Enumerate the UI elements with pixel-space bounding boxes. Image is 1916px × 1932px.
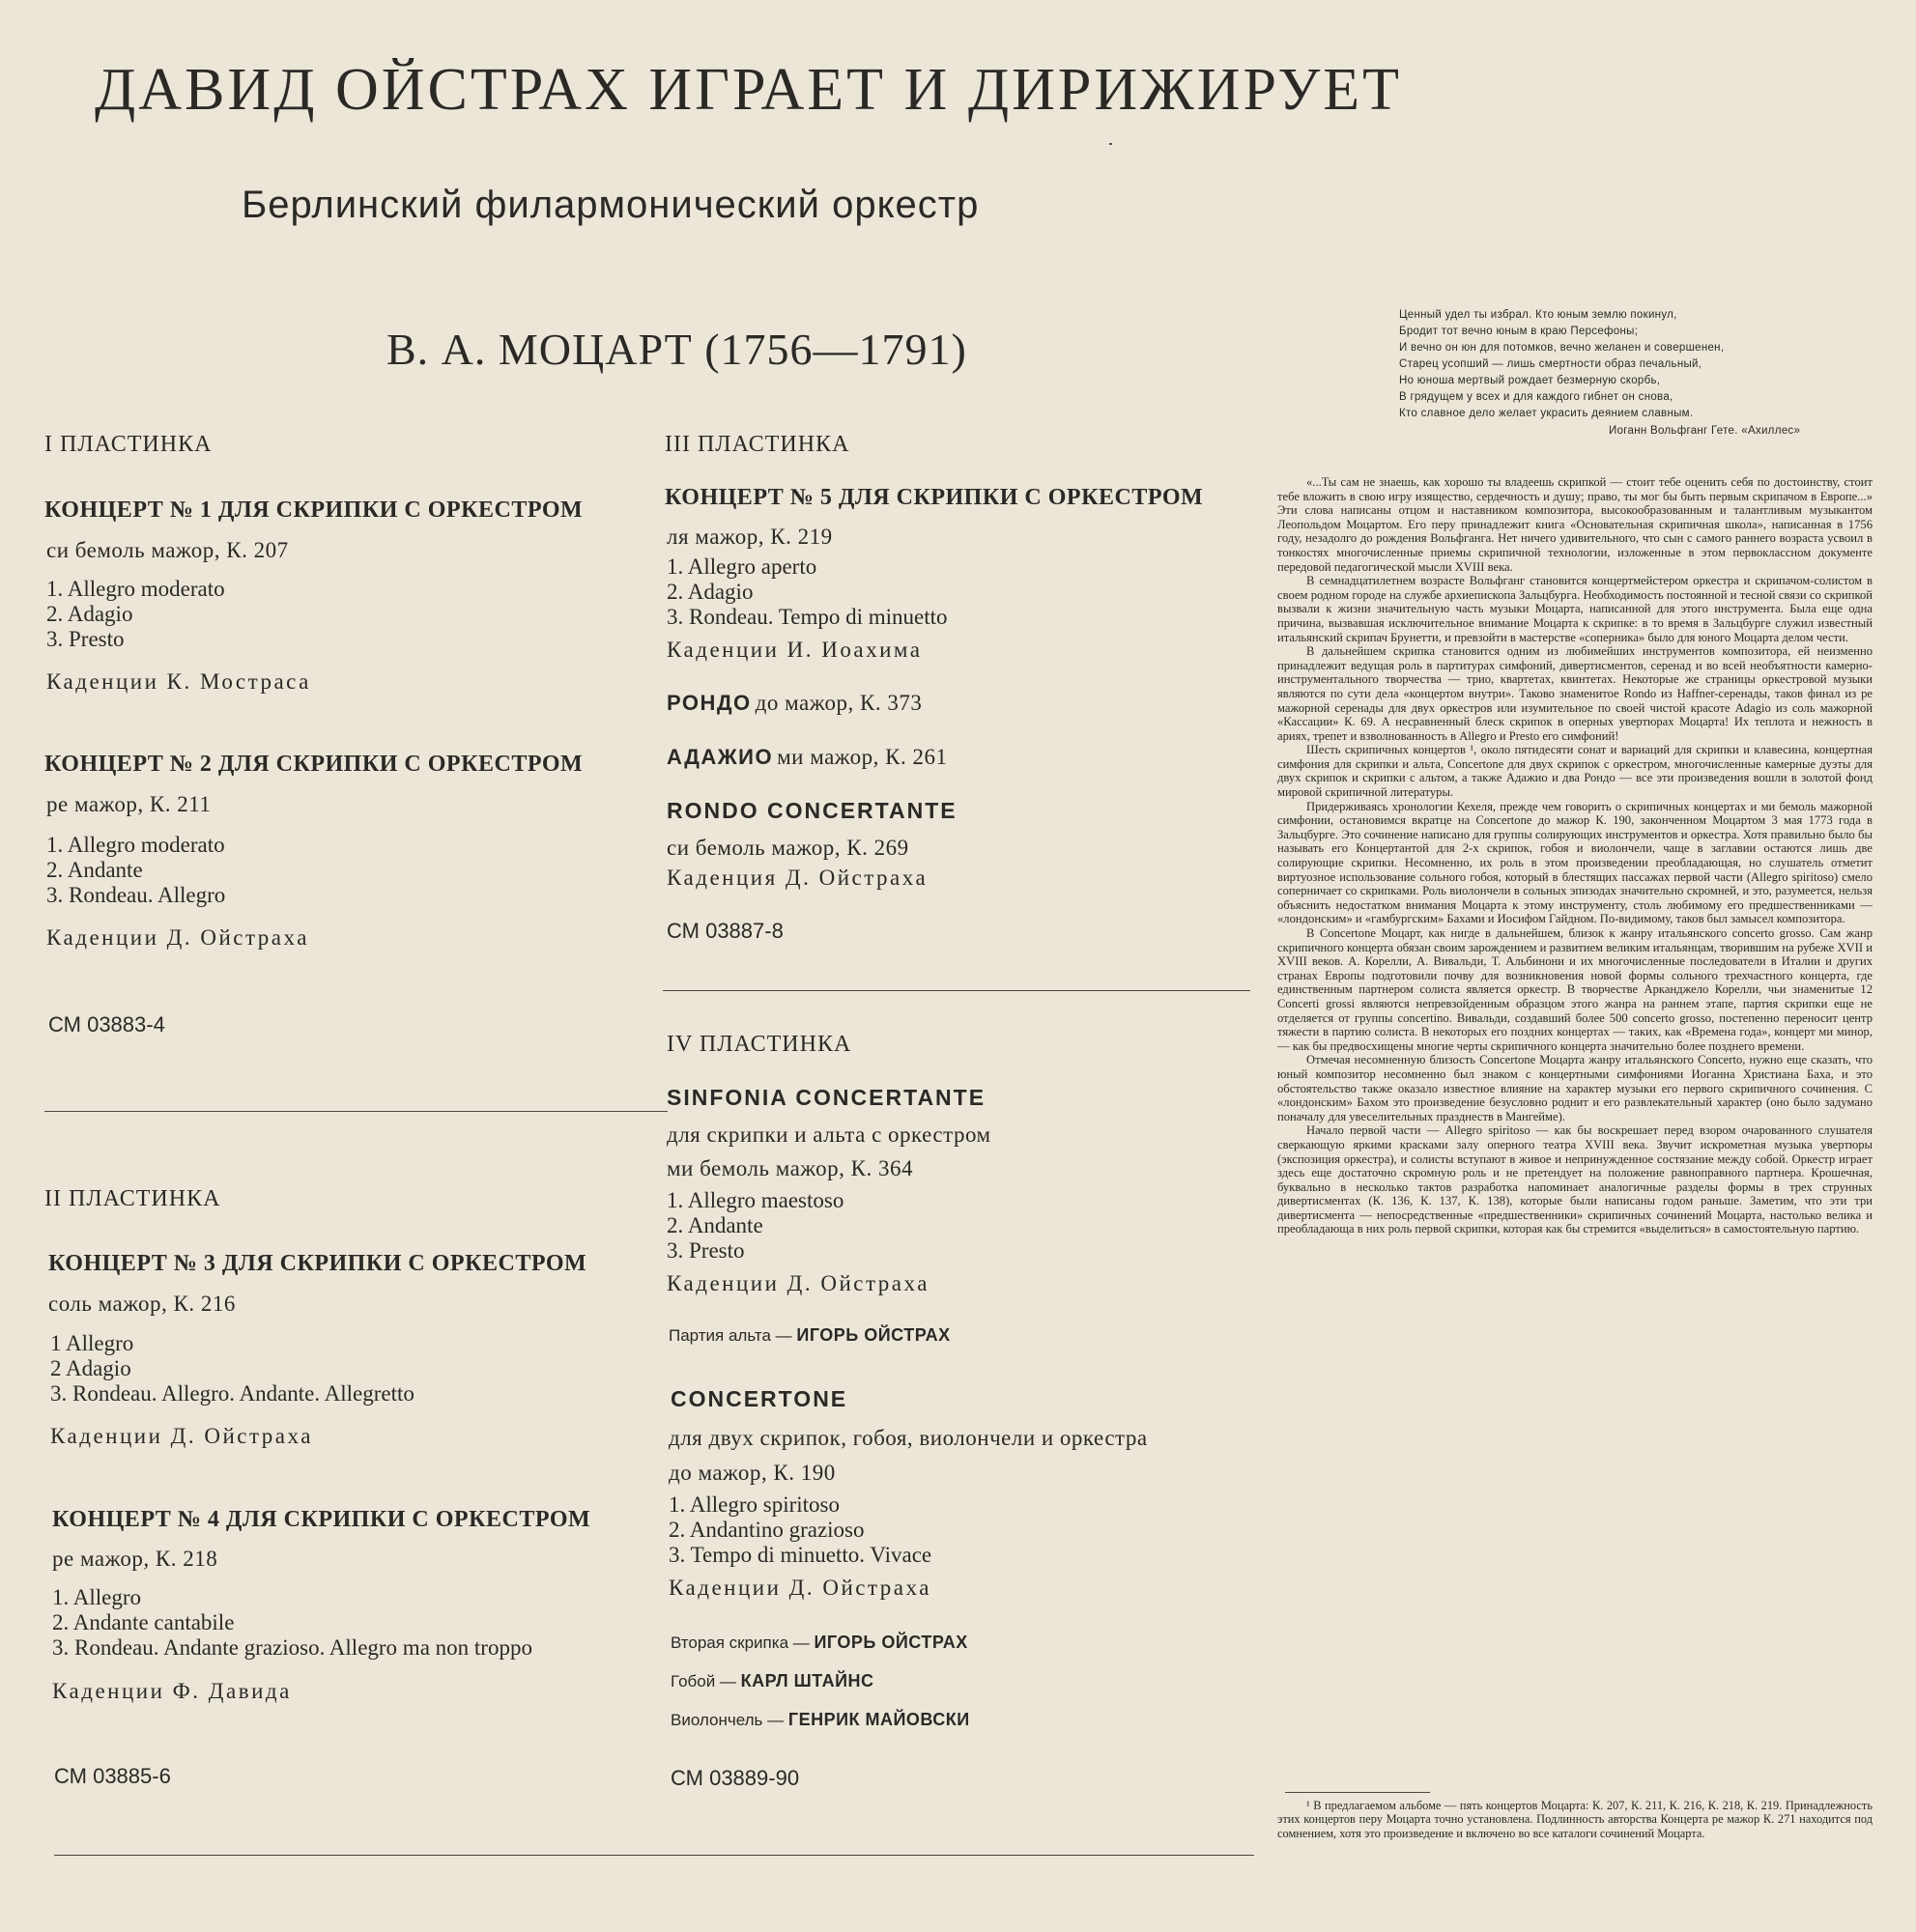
essay-paragraph: Шесть скрипичных концертов ¹, около пятидесяти сонат и вариаций для скрипки и клавесина, концертная симфония для скрипки и альта, Concertone для двух скрипок с оркестром, многочисленные камерные дуэты для двух скрипок и скрипки с альтом, а также Адажио и два Рондо — все эти произведения вошли в золотой фонд мировой скрипичной литературы.: [1277, 743, 1873, 800]
sinfonia-cadenzas: Каденции Д. Ойстраха: [667, 1271, 929, 1295]
concerto-2-movement: 1. Allegro moderato: [46, 833, 225, 857]
liner-notes-essay: [1277, 475, 1873, 1236]
concerto-5-movement: 1. Allegro aperto: [667, 554, 817, 579]
disc-2-label: II ПЛАСТИНКА: [44, 1186, 221, 1211]
concerto-3-movement: 3. Rondeau. Allegro. Andante. Allegretto: [50, 1381, 415, 1406]
concerto-5-cadenzas: Каденции И. Иоахима: [667, 638, 923, 662]
footnote: ¹ В предлагаемом альбоме — пять концертов Моцарта: К. 207, К. 211, К. 216, К. 218, К. 219. Принадлежность этих концертов перу Моцарта точно установлена. Подлинность авторства Концерта ре мажор К. 271 находится под сомнением, хотя это произведение и включено во все каталоги сочинений Моцарта.: [1277, 1799, 1873, 1840]
rondo-concertante-key: си бемоль мажор, К. 269: [667, 836, 909, 860]
performer-name: ГЕНРИК МАЙОВСКИ: [787, 1710, 970, 1729]
performer-name: КАРЛ ШТАЙНС: [740, 1671, 874, 1690]
essay-paragraph: В дальнейшем скрипка становится одним из любимейших инструментов композитора, ей неизменно принадлежит ведущая роль в партитурах симфоний, дивертисментов, серенад и во всей необъятности камерно-инструментального творчества — трио, квартетах, квинтетах. Некоторые же страницы оркестровой музыки являются по сути дела «концертом внутри». Таково знаменитое Rondo из Haffner-серенады, таков финал из ре мажорной серенады для двух оркестров или изумительное по своей чистой красоте Adagio из соль мажорной «Кассации» К. 69. А несравненный блеск скрипок в оперных увертюрах Моцарта! Их теплота и нежность в ариях, трепет и взволнованность в Allegro и Presto его симфоний!: [1277, 644, 1873, 743]
sinfonia-viola-credit: [669, 1325, 951, 1346]
concertone-cello-credit: [671, 1710, 970, 1730]
concerto-5-movement: 2. Adagio: [667, 580, 754, 604]
sinfonia-movement: 3. Presto: [667, 1238, 745, 1263]
rondo-key: до мажор, К. 373: [755, 691, 923, 715]
divider: [54, 1855, 1254, 1856]
performer-name: ИГОРЬ ОЙСТРАХ: [814, 1633, 968, 1652]
poem-line: Но юноша мертвый рождает безмерную скорбь,: [1399, 375, 1661, 386]
concerto-5-movement: 3. Rondeau. Tempo di minuetto: [667, 605, 948, 629]
essay-paragraph: Начало первой части — Allegro spiritoso — как бы воскрешает перед взором очарованного слушателя сверкающую яркими красками залу оперного театра XVIII века. Звучит искрометная музыка увертюры (экспозиция оркестра), и солисты вступают в живое и непринужденное состязание между собой. Оркестр играет здесь еще достаточно скромную роль и не претендует на положение равноправного партнера. Крошечная, буквально в несколько тактов разработка напоминает аналогичные разделы формы в трех струнных дивертисментах (К. 136, К. 137, К. 138), которые были написаны годом раньше. Заметим, что эти три дивертисмента — непосредственные «предшественники» скрипичных сочинений Моцарта, настолько велика и преобладающа в них роль первой скрипки, которая как бы стремится «выделиться» в самостоятельную партию.: [1277, 1123, 1873, 1236]
concerto-5-key: ля мажор, К. 219: [667, 525, 833, 549]
concertone-movement: 2. Andantino grazioso: [669, 1518, 865, 1542]
concerto-4-cadenzas: Каденции Ф. Давида: [52, 1679, 292, 1703]
performer-role: Вторая скрипка —: [671, 1634, 810, 1652]
performer-role: Партия альта —: [669, 1326, 792, 1345]
disc-3-label: III ПЛАСТИНКА: [665, 432, 850, 457]
footnote-divider: [1285, 1792, 1430, 1793]
concerto-4-movement: 3. Rondeau. Andante grazioso. Allegro ma non troppo: [52, 1635, 532, 1660]
sinfonia-movement: 2. Andante: [667, 1213, 763, 1237]
poem-line: И вечно он юн для потомков, вечно желанен и совершенен,: [1399, 342, 1725, 354]
sinfonia-subtitle: для скрипки и альта с оркестром: [667, 1122, 991, 1147]
concerto-5-title: КОНЦЕРТ № 5 ДЛЯ СКРИПКИ С ОРКЕСТРОМ: [665, 485, 1204, 510]
concerto-3-key: соль мажор, К. 216: [48, 1292, 236, 1316]
concertone-key: до мажор, К. 190: [669, 1461, 836, 1485]
concerto-1-movement: 3. Presto: [46, 627, 125, 651]
poem-line: Бродит тот вечно юным в краю Персефоны;: [1399, 326, 1639, 337]
performer-role: Гобой —: [671, 1672, 736, 1690]
concerto-3-movement: 1 Allegro: [50, 1331, 134, 1355]
concerto-4-title: КОНЦЕРТ № 4 ДЛЯ СКРИПКИ С ОРКЕСТРОМ: [52, 1507, 591, 1532]
concerto-2-cadenzas: Каденции Д. Ойстраха: [46, 925, 309, 950]
rondo-concertante-cadenza: Каденция Д. Ойстраха: [667, 866, 929, 890]
disc-3-catalog: СМ 03887-8: [667, 919, 784, 943]
rondo-k373: [667, 691, 922, 716]
adagio-title: АДАЖИО: [667, 745, 774, 769]
album-title: ДАВИД ОЙСТРАХ ИГРАЕТ И ДИРИЖИРУЕТ: [95, 57, 1403, 123]
concerto-2-movement: 2. Andante: [46, 858, 143, 882]
concerto-1-title: КОНЦЕРТ № 1 ДЛЯ СКРИПКИ С ОРКЕСТРОМ: [44, 497, 584, 523]
sinfonia-movement: 1. Allegro maestoso: [667, 1188, 844, 1212]
adagio-k261: [667, 745, 947, 770]
disc-4-label: IV ПЛАСТИНКА: [667, 1032, 852, 1057]
composer-heading: В. А. МОЦАРТ (1756—1791): [386, 325, 967, 374]
concertone-subtitle: для двух скрипок, гобоя, виолончели и оркестра: [669, 1426, 1148, 1450]
concertone-title: CONCERTONE: [671, 1386, 848, 1411]
print-speck: [1109, 143, 1112, 145]
concerto-1-cadenzas: Каденции К. Мостраса: [46, 669, 311, 694]
disc-2-catalog: СМ 03885-6: [54, 1764, 171, 1788]
concerto-4-movement: 2. Andante cantabile: [52, 1610, 235, 1634]
concerto-2-movement: 3. Rondeau. Allegro: [46, 883, 226, 907]
poem-line: В грядущем у всех и для каждого гибнет он снова,: [1399, 391, 1673, 403]
sinfonia-concertante-title: SINFONIA CONCERTANTE: [667, 1085, 987, 1110]
poem-line: Старец усопший — лишь смертности образ печальный,: [1399, 358, 1702, 370]
concertone-violin-credit: [671, 1633, 968, 1653]
essay-paragraph: В семнадцатилетнем возрасте Вольфганг становится концертмейстером оркестра и скрипачом-солистом в своем родном городе на службе архиепископа Зальцбурга. Необходимость постоянной и тесной связи со скрипкой вызвали к жизни значительную часть музыки Моцарта, написанной для этого инструмента. Была еще одна причина, вызвавшая исключительное внимание Моцарта к скрипке: в то время в Зальцбурге служил известный итальянский скрипач Брунетти, и превзойти в мастерстве «соперника» было для юного Моцарта делом чести.: [1277, 574, 1873, 644]
essay-paragraph: В Concertone Моцарт, как нигде в дальнейшем, близок к жанру итальянского concerto grosso. Сам жанр скрипичного концерта обязан своим зарождением и развитием великим итальянцам, творившим на рубеже XVII и XVIII веков. А. Корелли, А. Вивальди, Т. Альбинони и их многочисленные последователи в Италии и других странах Европы подготовили почву для возникновения новой формы сольного трехчастного концерта, где единственным партнером солиста является оркестр. В творчестве Арканджело Корелли, чьи знаменитые 12 Concerti grossi являются непревзойденным образцом этого жанра на раннем этапе, партия скрипки еще не отделяется от группы concertino. Вивальди, создавший более 500 concerto grosso, постепенно переносит центр тяжести в партию солиста. В некоторых его поздних концертах — таких, как «Времена года», концерт ми минор,— как бы предвосхищены многие черты скрипичного концерта значительно более позднего времени.: [1277, 926, 1873, 1053]
divider: [663, 990, 1250, 991]
divider: [44, 1111, 668, 1112]
rondo-title: РОНДО: [667, 691, 752, 715]
concerto-4-movement: 1. Allegro: [52, 1585, 141, 1609]
disc-4-catalog: СМ 03889-90: [671, 1766, 800, 1790]
concerto-3-cadenzas: Каденции Д. Ойстраха: [50, 1424, 313, 1448]
concerto-3-movement: 2 Adagio: [50, 1356, 131, 1380]
poem-line: Кто славное дело желает украсить деянием славным.: [1399, 408, 1694, 419]
epigraph-attribution: Иоганн Вольфганг Гете. «Ахиллес»: [1609, 425, 1801, 437]
concerto-2-title: КОНЦЕРТ № 2 ДЛЯ СКРИПКИ С ОРКЕСТРОМ: [44, 752, 584, 777]
performer-name: ИГОРЬ ОЙСТРАХ: [796, 1325, 951, 1345]
rondo-concertante-title: RONDO CONCERTANTE: [667, 798, 958, 823]
concertone-movement: 1. Allegro spiritoso: [669, 1492, 840, 1517]
essay-paragraph: Отмечая несомненную близость Concertone Моцарта жанру итальянского Concerto, нужно еще сказать, что юный композитор несомненно был знаком с концертными симфониями Иоганна Христиана Баха, и это обстоятельство также оказало известное влияние на характер музыки его первого скрипичного сочинения. С «лондонским» Бахом это произведение безусловно роднит и его развлекательный характер (оно было задумано поначалу для увеселительных празднеств в Мангейме).: [1277, 1053, 1873, 1123]
orchestra-name: Берлинский филармонический оркестр: [242, 184, 980, 226]
concerto-1-movement: 2. Adagio: [46, 602, 133, 626]
concerto-4-key: ре мажор, К. 218: [52, 1547, 218, 1571]
concerto-3-title: КОНЦЕРТ № 3 ДЛЯ СКРИПКИ С ОРКЕСТРОМ: [48, 1251, 587, 1276]
goethe-epigraph: [1399, 307, 1873, 422]
concertone-cadenzas: Каденции Д. Ойстраха: [669, 1576, 931, 1600]
essay-paragraph: Придерживаясь хронологии Кехеля, прежде чем говорить о скрипичных концертах и ми бемоль мажорной симфонии, остановимся вкратце на Concertone до мажор К. 190, законченном Моцартом 3 мая 1773 года в Зальцбурге. Это сочинение написано для группы солирующих инструментов и оркестра. Хотя правильно было бы называть его Концертантой для 2-х скрипок, гобоя и виолончели, чаще в заглавии остаются лишь две солирующие скрипки. Несомненно, их роль в этом произведении преобладающая, но слушатель отметит виртуозное использование сольного гобоя, который в блестящих пассажах первой части (Allegro spiritoso) смело соперничает со скрипками. Роль виолончели в сольных эпизодах значительно скромней, и это, разумеется, нельзя объяснить недостатком внимания Моцарта к этому инструменту, столь любимому его предшественниками — «лондонским» и «гамбургским» Бахами и Иосифом Гайдном. По-видимому, таков был замысел композитора.: [1277, 799, 1873, 926]
essay-paragraph: «...Ты сам не знаешь, как хорошо ты владеешь скрипкой — стоит тебе оценить себя по достоинству, стоит тебе вложить в свою игру изящество, сердечность и душу; право, ты мог бы быть первым скрипачом в Европе...» Эти слова написаны отцом и наставником композитора, высокообразованным и талантливым музыкантом Леопольдом Моцартом. Его перу принадлежит книга «Основательная скрипичная школа», написанная в 1756 году, незадолго до рождения Вольфганга. Нет ничего удивительного, что сын с самого раннего возраста усвоил в тонкостях многочисленные приемы скрипичной технологии, изложенные в этом первоклассном документе передовой педагогической мысли XVIII века.: [1277, 475, 1873, 574]
sinfonia-key: ми бемоль мажор, К. 364: [667, 1156, 913, 1180]
concertone-movement: 3. Tempo di minuetto. Vivace: [669, 1543, 932, 1567]
adagio-key: ми мажор, К. 261: [777, 745, 948, 769]
poem-line: Ценный удел ты избрал. Кто юным землю покинул,: [1399, 309, 1677, 321]
concerto-1-movement: 1. Allegro moderato: [46, 577, 225, 601]
disc-1-label: I ПЛАСТИНКА: [44, 432, 213, 457]
disc-1-catalog: СМ 03883-4: [48, 1012, 165, 1037]
concertone-oboe-credit: [671, 1671, 874, 1691]
performer-role: Виолончель —: [671, 1711, 785, 1729]
concerto-2-key: ре мажор, К. 211: [46, 792, 212, 816]
concerto-1-key: си бемоль мажор, К. 207: [46, 538, 289, 562]
